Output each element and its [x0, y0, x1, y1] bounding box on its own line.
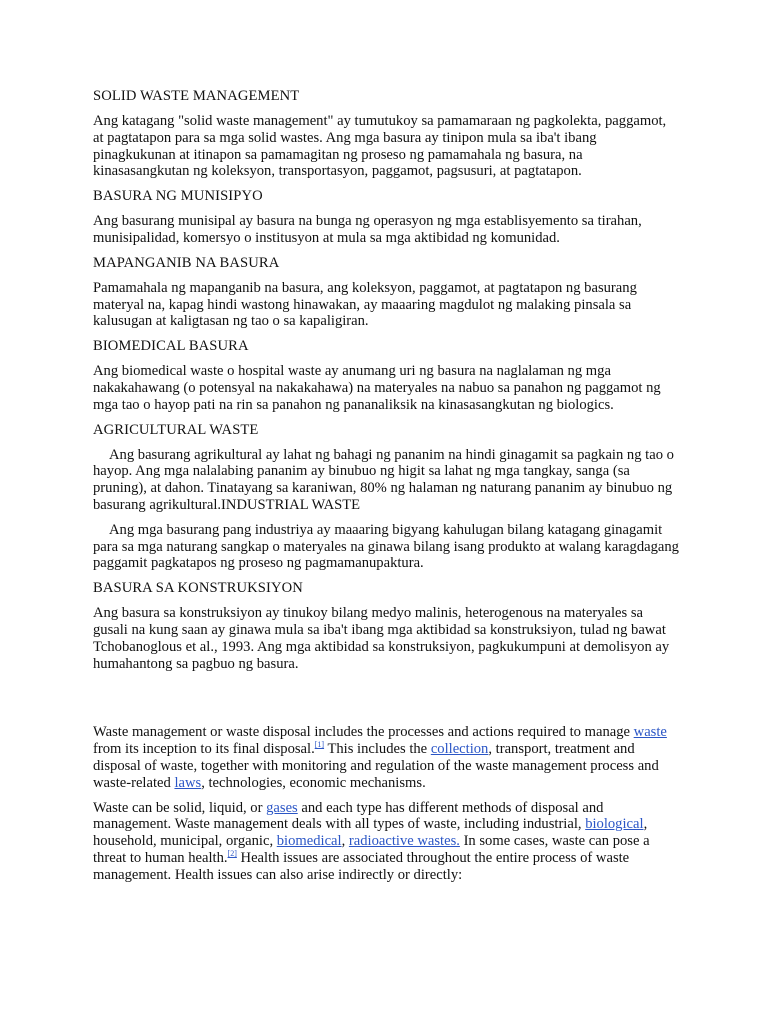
section-heading-construction: BASURA SA KONSTRUKSIYON	[93, 580, 303, 597]
link-collection[interactable]: collection	[430, 741, 489, 758]
paragraph-agricultural: Ang basurang agrikultural ay lahat ng bahagi ng pananim na hindi ginagamit sa pagkain ng tao o hayop. Ang mga nalalabing pananim ay binubuo ng higit sa lahat ng mga tangkay, sanga (sa pruning), at dahon. Tinatayang sa karaniwan, 80% ng halaman ng naturang pananim ay binubuo ng basurang agrikultural.INDUSTRIAL WASTE	[93, 446, 674, 513]
text-run: In some cases, waste can pose a threat to human health.	[93, 833, 650, 866]
link-radioactive-wastes[interactable]: radioactive wastes.	[348, 833, 460, 850]
link-waste[interactable]: waste	[633, 724, 667, 741]
reference-link-2[interactable]: [2]	[227, 849, 237, 859]
blank-space	[93, 680, 679, 724]
section-heading-agricultural: AGRICULTURAL WASTE	[93, 421, 259, 438]
link-biomedical[interactable]: biomedical	[276, 833, 342, 850]
link-gases[interactable]: gases	[266, 799, 298, 816]
document-body	[93, 88, 679, 892]
paragraph-hazardous: Pamamahala ng mapanganib na basura, ang koleksyon, paggamot, at pagtatapon ng basurang materyal na, kapag hindi wastong hinawakan, ay maaaring magdulot ng malaking pinsala sa kalusugan at kaligtasan ng tao o sa kapaligiran.	[93, 279, 637, 330]
paragraph-construction: Ang basura sa konstruksiyon ay tinukoy bilang medyo malinis, heterogenous na materyales sa gusali na kung saan ay ginawa mula sa iba't ibang mga aktibidad sa konstruksiyon, tulad ng bawat Tchobanoglous et al., 1993. Ang mga aktibidad sa konstruksiyon, pagkukumpuni at demolisyon ay humahantong sa pagbuo ng basura.	[93, 605, 670, 672]
link-biological[interactable]: biological	[585, 816, 644, 833]
text-run: Health issues are associated throughout the entire process of waste management. Health issues can also arise indirectly or directly:	[93, 849, 630, 883]
reference-link-1[interactable]: [1]	[314, 740, 325, 750]
paragraph-waste-types	[93, 800, 679, 884]
link-laws[interactable]: laws	[174, 774, 202, 791]
text-run: , household, municipal, organic,	[93, 816, 648, 850]
paragraph-biomedical: Ang biomedical waste o hospital waste ay anumang uri ng basura na naglalaman ng mga nakakahawang (o potensyal na nakakahawa) na materyales na nabuo sa panahon ng paggamot ng mga tao o hayop pati na rin sa panahon ng pananaliksik na kinasasangkutan ng biologics.	[93, 363, 661, 413]
text-run: Waste can be solid, liquid, or	[93, 799, 267, 816]
paragraph-municipal: Ang basurang munisipal ay basura na bunga ng operasyon ng mga establisyemento sa tirahan, munisipalidad, komersyo o institusyon at mula sa mga aktibidad ng komunidad.	[93, 213, 642, 246]
paragraph-industrial: Ang mga basurang pang industriya ay maaaring bigyang kahulugan bilang katagang ginagamit para sa mga naturang sangkap o materyales na ginawa bilang isang produkto at walang karagdagang paggamit pagkatapos ng proseso ng pagmamanupaktura.	[93, 521, 679, 572]
section-heading-biomedical: BIOMEDICAL BASURA	[93, 338, 249, 355]
text-run: ,	[341, 833, 349, 850]
text-run: from its inception to its final disposal.	[93, 741, 315, 758]
text-run: Waste management or waste disposal includes the processes and actions required to manage	[93, 724, 634, 741]
text-run: , transport, treatment and disposal of waste, together with monitoring and regulation of the waste management process and waste-related	[93, 741, 659, 791]
text-run: and each type has different methods of disposal and management. Waste management deals with all types of waste, including industrial,	[93, 799, 604, 833]
paragraph-solid-waste: Ang katagang "solid waste management" ay tumutukoy sa pamamaraan ng pagkolekta, paggamot, at pagtatapon para sa mga solid wastes. Ang mga basura ay tinipon mula sa iba't ibang pinagkukunan at itinapon sa pamamagitan ng proseso ng pamamahala ng basura, na kinasasangkutan ng koleksyon, transportasyon, paggamot, pagsusuri, at pagtatapon.	[93, 113, 667, 180]
section-heading-solid-waste: SOLID WASTE MANAGEMENT	[93, 88, 300, 104]
section-heading-hazardous: MAPANGANIB NA BASURA	[93, 254, 280, 271]
text-run: This includes the	[324, 741, 431, 758]
section-heading-municipal: BASURA NG MUNISIPYO	[93, 188, 263, 205]
text-run: , technologies, economic mechanisms.	[201, 774, 426, 791]
paragraph-waste-management-intro	[93, 724, 679, 791]
